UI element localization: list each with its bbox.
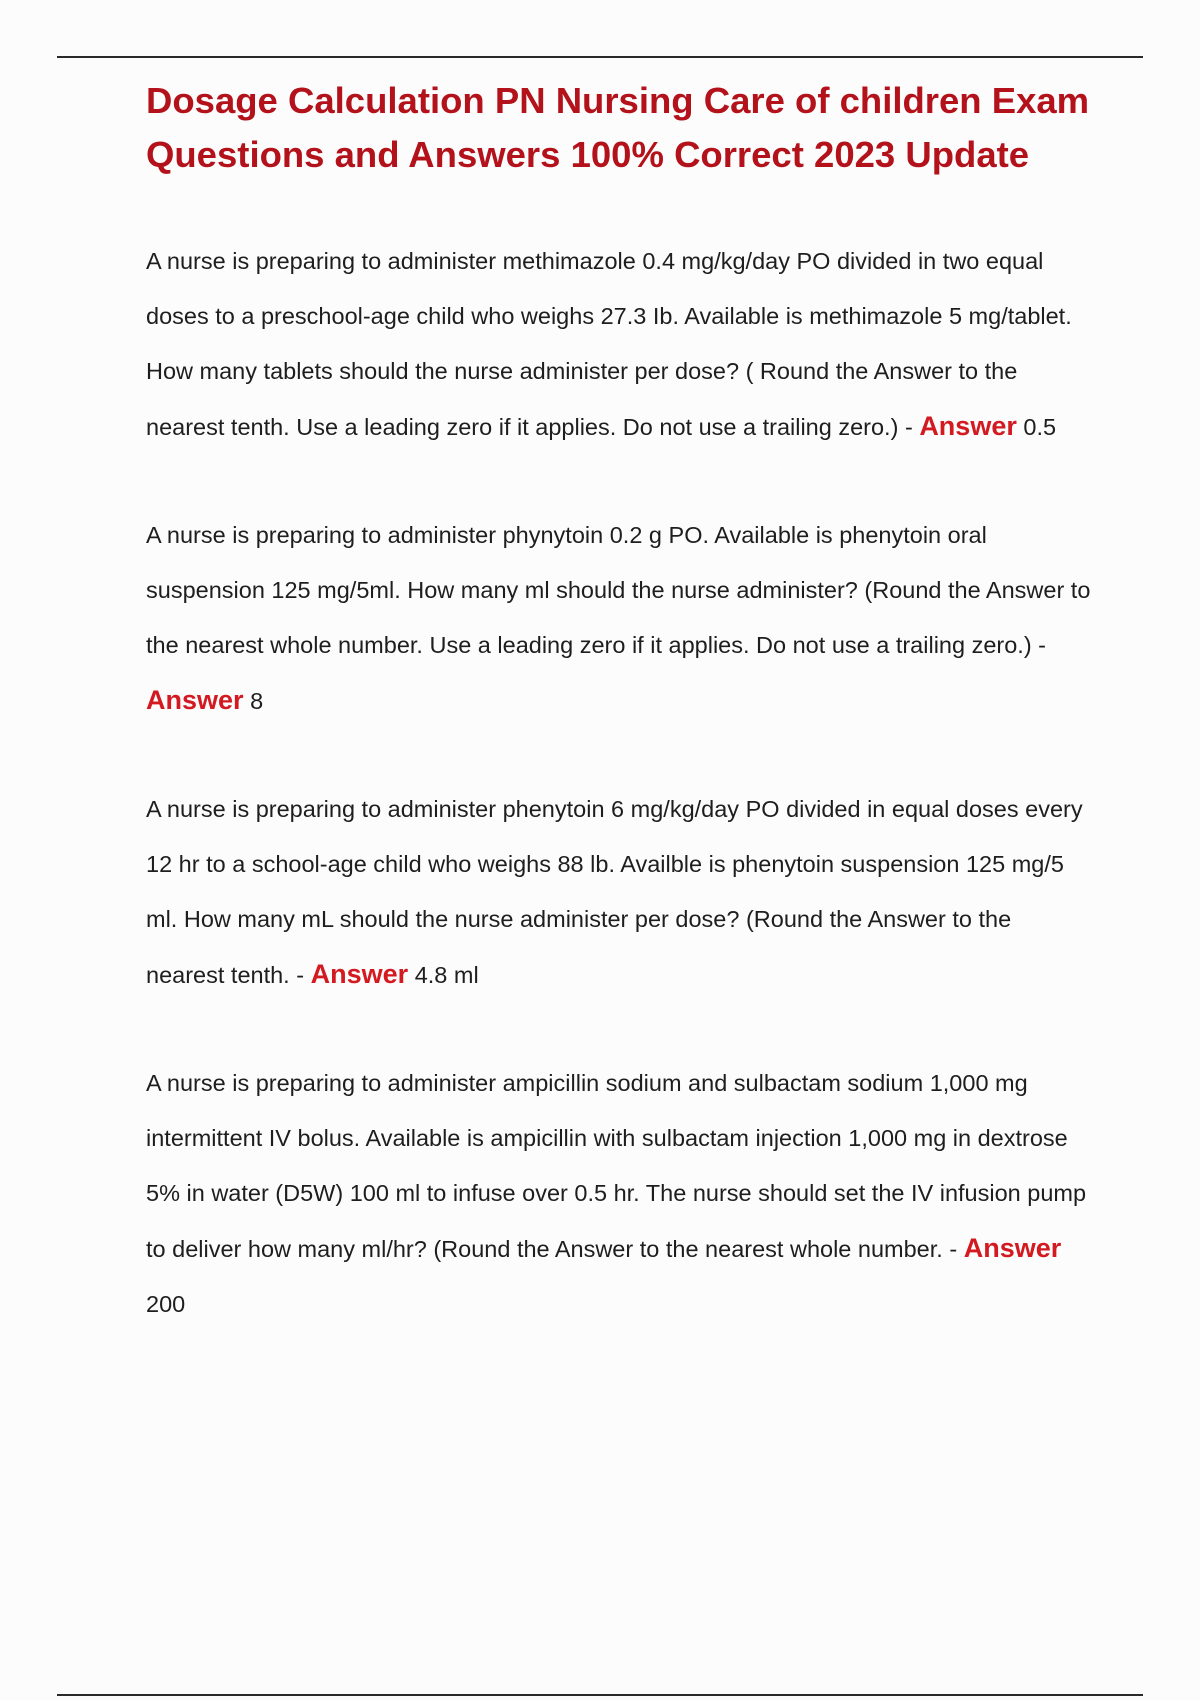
document-body (146, 74, 1096, 1385)
answer-value: 0.5 (1023, 414, 1057, 440)
question-text: A nurse is preparing to administer ampicillin sodium and sulbactam sodium 1,000 mg intermittent IV bolus. Available is ampicillin with sulbactam injection 1,000 mg in dextrose 5% in water (D5W) 100 ml to infuse over 0.5 hr. The nurse should set the IV infusion pump to deliver how many ml/hr? (Round the Answer to the nearest whole number. - (146, 1070, 1087, 1262)
question-item (146, 1056, 1096, 1332)
document-title: Dosage Calculation PN Nursing Care of children Exam Questions and Answers 100% Correct 2023 Update (146, 80, 1090, 175)
question-text: A nurse is preparing to administer phenytoin 6 mg/kg/day PO divided in equal doses every 12 hr to a school-age child who weighs 88 lb. Availble is phenytoin suspension 125 mg/5 ml. How many mL should the nurse administer per dose? (Round the Answer to the nearest tenth. - (146, 796, 1083, 988)
question-item (146, 782, 1096, 1003)
top-rule (57, 56, 1143, 58)
qa-list (146, 234, 1096, 1332)
answer-value: 8 (250, 688, 264, 714)
answer-label: Answer (310, 959, 409, 989)
answer-value: 200 (146, 1291, 186, 1317)
answer-label: Answer (919, 411, 1017, 441)
question-text: A nurse is preparing to administer phynytoin 0.2 g PO. Available is phenytoin oral suspension 125 mg/5ml. How many ml should the nurse administer? (Round the Answer to the nearest whole number. Use a leading zero if it applies. Do not use a trailing zero.) - (146, 522, 1091, 658)
answer-label: Answer (963, 1233, 1062, 1263)
question-text: A nurse is preparing to administer methimazole 0.4 mg/kg/day PO divided in two equal doses to a preschool-age child who weighs 27.3 Ib. Available is methimazole 5 mg/tablet. How many tablets should the nurse administer per dose? ( Round the Answer to the nearest tenth. Use a leading zero if it applies. Do not use a trailing zero.) - (146, 248, 1072, 440)
bottom-rule (57, 1694, 1143, 1696)
question-item (146, 234, 1096, 455)
answer-label: Answer (146, 685, 244, 715)
answer-value: 4.8 ml (414, 962, 479, 988)
question-item (146, 508, 1096, 729)
